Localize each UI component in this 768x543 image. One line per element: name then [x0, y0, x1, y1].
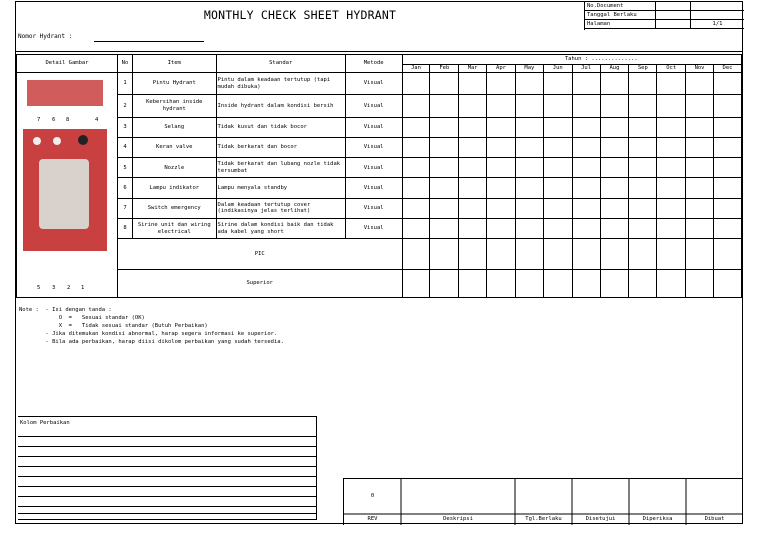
row-item: Sirine unit dan wiring electrical — [132, 218, 216, 238]
repair-line[interactable] — [18, 436, 317, 437]
check-cell[interactable] — [543, 73, 572, 95]
check-cell[interactable] — [629, 137, 657, 157]
month-header: Apr — [487, 65, 516, 73]
row-item: Keran valve — [132, 137, 216, 157]
check-cell[interactable] — [713, 95, 741, 117]
signature-cell[interactable] — [402, 269, 430, 297]
col-item: Item — [132, 55, 216, 73]
check-cell[interactable] — [713, 198, 741, 218]
signature-cell[interactable] — [515, 269, 543, 297]
check-cell[interactable] — [430, 117, 459, 137]
photo-callout-number: 5 — [37, 285, 41, 291]
check-cell[interactable] — [459, 95, 487, 117]
row-item: Nozzle — [132, 158, 216, 178]
row-metode: Visual — [345, 158, 402, 178]
check-cell[interactable] — [572, 117, 600, 137]
row-no: 4 — [118, 137, 133, 157]
row-metode: Visual — [345, 198, 402, 218]
rev-header: REV — [367, 516, 378, 522]
check-cell[interactable] — [629, 117, 657, 137]
signature-cell[interactable] — [657, 269, 686, 297]
table-row — [17, 218, 742, 238]
month-header: Dec — [713, 65, 741, 73]
check-cell[interactable] — [430, 158, 459, 178]
rev-value: 0 — [370, 493, 375, 499]
signature-cell[interactable] — [572, 269, 600, 297]
check-cell[interactable] — [487, 158, 516, 178]
check-cell[interactable] — [459, 158, 487, 178]
signature-cell[interactable] — [572, 239, 600, 269]
signature-cell[interactable] — [459, 269, 487, 297]
check-cell[interactable] — [402, 198, 430, 218]
signature-cell[interactable] — [430, 269, 459, 297]
check-cell[interactable] — [515, 117, 543, 137]
check-cell[interactable] — [629, 178, 657, 198]
header-divider — [16, 51, 742, 52]
signature-cell[interactable] — [600, 239, 629, 269]
check-cell[interactable] — [515, 198, 543, 218]
kolom-perbaikan-label: Kolom Perbaikan — [20, 420, 70, 426]
check-sheet-page — [15, 1, 743, 524]
check-cell[interactable] — [543, 95, 572, 117]
photo-callout-number: 6 — [52, 117, 56, 123]
row-no: 2 — [118, 95, 133, 117]
check-cell[interactable] — [600, 73, 629, 95]
superior-row — [17, 269, 742, 297]
check-cell[interactable] — [600, 198, 629, 218]
row-no: 8 — [118, 218, 133, 238]
dibuat-header: Dibuat — [704, 516, 725, 522]
check-cell[interactable] — [600, 95, 629, 117]
page-title: MONTHLY CHECK SHEET HYDRANT — [203, 8, 397, 22]
repair-line[interactable] — [18, 466, 317, 467]
check-cell[interactable] — [459, 117, 487, 137]
col-tahun: Tahun : .............. — [402, 55, 741, 65]
row-metode: Visual — [345, 218, 402, 238]
check-cell[interactable] — [713, 158, 741, 178]
signature-cell[interactable] — [713, 269, 741, 297]
check-cell[interactable] — [629, 73, 657, 95]
check-cell[interactable] — [487, 137, 516, 157]
check-cell[interactable] — [713, 117, 741, 137]
notes: Note : - Isi dengan tanda : O = Sesuai standar (OK) X = Tidak sesuai standar (Butuh Perbaikan) - Jika ditemukan kondisi abnormal, harap segera informasi ke superior. - Bila ada perbaikan, harap diisi dikolom perbaikan yang sudah tersedia. — [19, 307, 284, 345]
row-no: 6 — [118, 178, 133, 198]
check-cell[interactable] — [713, 73, 741, 95]
check-cell[interactable] — [713, 178, 741, 198]
check-cell[interactable] — [600, 218, 629, 238]
deskripsi-header: Deskripsi — [443, 516, 473, 522]
check-cell[interactable] — [487, 95, 516, 117]
row-standar: Tidak berkarat dan bocor — [216, 137, 345, 157]
month-header: Aug — [600, 65, 629, 73]
signature-cell[interactable] — [543, 269, 572, 297]
check-cell[interactable] — [430, 73, 459, 95]
check-cell[interactable] — [572, 95, 600, 117]
check-cell[interactable] — [543, 137, 572, 157]
row-item: Pintu Hydrant — [132, 73, 216, 95]
table-row — [17, 198, 742, 218]
table-row — [17, 178, 742, 198]
check-cell[interactable] — [657, 178, 686, 198]
check-cell[interactable] — [629, 95, 657, 117]
col-standar: Standar — [216, 55, 345, 73]
check-cell[interactable] — [515, 158, 543, 178]
month-header: Nov — [686, 65, 714, 73]
check-cell[interactable] — [487, 178, 516, 198]
check-cell[interactable] — [430, 137, 459, 157]
check-cell[interactable] — [459, 73, 487, 95]
month-header: Jun — [543, 65, 572, 73]
check-cell[interactable] — [459, 137, 487, 157]
signature-cell[interactable] — [629, 269, 657, 297]
hydrant-photo-main — [23, 129, 107, 251]
month-header: Feb — [430, 65, 459, 73]
page-label: Halaman — [585, 20, 656, 29]
col-no: No — [118, 55, 133, 73]
page-value: 1/1 — [691, 20, 745, 29]
check-cell[interactable] — [402, 117, 430, 137]
row-metode: Visual — [345, 95, 402, 117]
check-table — [16, 54, 742, 298]
signature-cell[interactable] — [686, 269, 714, 297]
repair-line[interactable] — [18, 456, 317, 457]
month-header: Oct — [657, 65, 686, 73]
check-cell[interactable] — [402, 137, 430, 157]
check-cell[interactable] — [572, 198, 600, 218]
check-cell[interactable] — [487, 117, 516, 137]
tgl-berlaku-header: Tgl.Berlaku — [525, 516, 562, 522]
check-cell[interactable] — [543, 218, 572, 238]
hydrant-number-field[interactable] — [94, 41, 204, 42]
check-cell[interactable] — [572, 178, 600, 198]
row-no: 1 — [118, 73, 133, 95]
check-cell[interactable] — [657, 218, 686, 238]
table-row — [17, 158, 742, 178]
row-standar: Dalam keadaan tertutup cover (indikasinya jelas terlihat) — [216, 198, 345, 218]
table-row — [17, 137, 742, 157]
hydrant-photo-top — [27, 80, 103, 106]
check-cell[interactable] — [686, 218, 714, 238]
check-cell[interactable] — [430, 95, 459, 117]
check-cell[interactable] — [657, 198, 686, 218]
signature-cell[interactable] — [459, 239, 487, 269]
table-row — [17, 73, 742, 95]
month-header: Jan — [402, 65, 430, 73]
check-cell[interactable] — [600, 158, 629, 178]
effective-date-value — [656, 11, 691, 20]
document-info-box — [584, 2, 744, 30]
check-cell[interactable] — [572, 218, 600, 238]
check-cell[interactable] — [686, 73, 714, 95]
table-row — [17, 117, 742, 137]
row-item: Selang — [132, 117, 216, 137]
row-metode: Visual — [345, 178, 402, 198]
doc-number-value — [656, 2, 691, 11]
row-no: 7 — [118, 198, 133, 218]
check-cell[interactable] — [629, 198, 657, 218]
check-cell[interactable] — [686, 198, 714, 218]
check-cell[interactable] — [543, 178, 572, 198]
hydrant-photo-cell — [17, 73, 118, 298]
row-item: Lampu indikator — [132, 178, 216, 198]
col-detail-gambar: Detail Gambar — [17, 55, 118, 73]
check-cell[interactable] — [543, 117, 572, 137]
check-cell[interactable] — [713, 137, 741, 157]
signature-cell[interactable] — [515, 239, 543, 269]
superior-row-label: Superior — [118, 269, 403, 297]
photo-callout-number: 3 — [52, 285, 56, 291]
col-metode: Metode — [345, 55, 402, 73]
signature-cell[interactable] — [629, 239, 657, 269]
row-standar: Inside hydrant dalam kondisi bersih — [216, 95, 345, 117]
check-cell[interactable] — [600, 178, 629, 198]
check-cell[interactable] — [487, 198, 516, 218]
check-cell[interactable] — [459, 178, 487, 198]
month-header: Mar — [459, 65, 487, 73]
check-cell[interactable] — [543, 158, 572, 178]
month-header: May — [515, 65, 543, 73]
check-cell[interactable] — [402, 73, 430, 95]
repair-line[interactable] — [18, 506, 317, 507]
row-metode: Visual — [345, 73, 402, 95]
check-cell[interactable] — [686, 95, 714, 117]
signature-cell[interactable] — [487, 269, 516, 297]
row-metode: Visual — [345, 137, 402, 157]
kolom-perbaikan-box — [18, 416, 317, 520]
check-cell[interactable] — [430, 178, 459, 198]
pic-row-label: PIC — [118, 239, 403, 269]
check-cell[interactable] — [487, 218, 516, 238]
check-cell[interactable] — [686, 178, 714, 198]
photo-callout-number: 8 — [66, 117, 70, 123]
check-cell[interactable] — [459, 218, 487, 238]
check-cell[interactable] — [686, 117, 714, 137]
row-standar: Tidak kusut dan tidak bocor — [216, 117, 345, 137]
hydrant-number-label: Nomor Hydrant : — [18, 33, 73, 40]
check-cell[interactable] — [572, 158, 600, 178]
check-cell[interactable] — [402, 158, 430, 178]
disetujui-header: Disetujui — [585, 516, 616, 522]
photo-callout-number: 4 — [95, 117, 99, 123]
photo-callout-number: 1 — [81, 285, 85, 291]
repair-line[interactable] — [18, 513, 317, 514]
signature-cell[interactable] — [600, 269, 629, 297]
signature-cell[interactable] — [402, 239, 430, 269]
effective-date-label: Tanggal Berlaku — [585, 11, 656, 20]
photo-callout-number: 7 — [37, 117, 41, 123]
signature-cell[interactable] — [657, 239, 686, 269]
check-cell[interactable] — [686, 137, 714, 157]
check-cell[interactable] — [600, 117, 629, 137]
check-cell[interactable] — [572, 73, 600, 95]
row-no: 3 — [118, 117, 133, 137]
row-standar: Lampu menyala standby — [216, 178, 345, 198]
repair-line[interactable] — [18, 446, 317, 447]
month-header: Sep — [629, 65, 657, 73]
check-cell[interactable] — [572, 137, 600, 157]
check-cell[interactable] — [430, 218, 459, 238]
check-cell[interactable] — [515, 95, 543, 117]
check-cell[interactable] — [657, 158, 686, 178]
check-cell[interactable] — [430, 198, 459, 218]
table-row — [17, 95, 742, 117]
revision-block — [343, 478, 743, 525]
check-cell[interactable] — [686, 158, 714, 178]
signature-cell[interactable] — [543, 239, 572, 269]
signature-cell[interactable] — [487, 239, 516, 269]
row-metode: Visual — [345, 117, 402, 137]
check-cell[interactable] — [459, 198, 487, 218]
diperiksa-header: Diperiksa — [642, 516, 673, 522]
row-item: Switch emergency — [132, 198, 216, 218]
check-cell[interactable] — [515, 218, 543, 238]
check-cell[interactable] — [402, 95, 430, 117]
signature-cell[interactable] — [430, 239, 459, 269]
check-cell[interactable] — [657, 73, 686, 95]
check-cell[interactable] — [487, 73, 516, 95]
check-cell[interactable] — [629, 158, 657, 178]
check-cell[interactable] — [402, 218, 430, 238]
check-cell[interactable] — [600, 137, 629, 157]
check-cell[interactable] — [543, 198, 572, 218]
row-standar: Sirine dalam kondisi baik dan tidak ada kabel yang short — [216, 218, 345, 238]
check-cell[interactable] — [515, 137, 543, 157]
repair-line[interactable] — [18, 476, 317, 477]
check-cell[interactable] — [713, 218, 741, 238]
row-standar: Tidak berkarat dan lubang nozle tidak tersumbat — [216, 158, 345, 178]
row-no: 5 — [118, 158, 133, 178]
row-item: Kebersihan inside hydrant — [132, 95, 216, 117]
row-standar: Pintu dalam keadaan tertutup (tapi mudah dibuka) — [216, 73, 345, 95]
month-header: Jul — [572, 65, 600, 73]
check-cell[interactable] — [515, 73, 543, 95]
check-cell[interactable] — [657, 117, 686, 137]
repair-line[interactable] — [18, 486, 317, 487]
signature-cell[interactable] — [686, 239, 714, 269]
repair-line[interactable] — [18, 496, 317, 497]
check-cell[interactable] — [657, 95, 686, 117]
check-cell[interactable] — [657, 137, 686, 157]
check-cell[interactable] — [515, 178, 543, 198]
signature-cell[interactable] — [713, 239, 741, 269]
check-cell[interactable] — [402, 178, 430, 198]
doc-number-label: No.Document — [585, 2, 656, 11]
check-cell[interactable] — [629, 218, 657, 238]
photo-callout-number: 2 — [67, 285, 71, 291]
pic-row — [17, 239, 742, 269]
